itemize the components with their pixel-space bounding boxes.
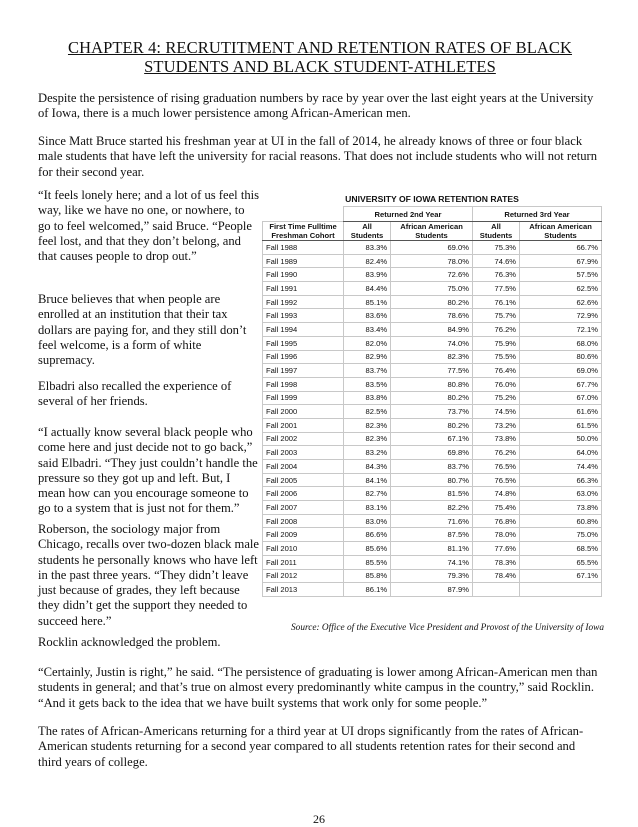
- table-row: [263, 542, 602, 556]
- rate-cell: 68.0%: [520, 336, 602, 350]
- rate-cell: 66.3%: [520, 473, 602, 487]
- elbadri-intro-paragraph: Elbadri also recalled the experience of several of her friends.: [38, 379, 232, 409]
- rate-cell: 60.8%: [520, 514, 602, 528]
- rate-cell: 67.1%: [391, 432, 473, 446]
- group-header-3rd-year: Returned 3rd Year: [472, 207, 601, 222]
- table-row: [263, 295, 602, 309]
- table-row: [263, 364, 602, 378]
- table-row: [263, 254, 602, 268]
- table-title: UNIVERSITY OF IOWA RETENTION RATES: [345, 194, 519, 204]
- cohort-cell: Fall 2008: [263, 514, 344, 528]
- rate-cell: 80.2%: [391, 391, 473, 405]
- table-row: [263, 473, 602, 487]
- rate-cell: 72.1%: [520, 323, 602, 337]
- table-row: [263, 323, 602, 337]
- rate-cell: 75.5%: [472, 350, 519, 364]
- rocklin-intro-paragraph: Rocklin acknowledged the problem.: [38, 635, 221, 649]
- rate-cell: 76.0%: [472, 377, 519, 391]
- rate-cell: 80.8%: [391, 377, 473, 391]
- rate-cell: 83.4%: [344, 323, 391, 337]
- rate-cell: 76.2%: [472, 446, 519, 460]
- chapter-title-line-1: CHAPTER 4: RECRUTITMENT AND RETENTION RATES OF BLACK: [67, 38, 573, 57]
- rate-cell: 82.4%: [344, 254, 391, 268]
- rate-cell: 74.0%: [391, 336, 473, 350]
- table-body: [263, 241, 602, 597]
- rate-cell: 83.7%: [391, 460, 473, 474]
- rate-cell: 61.5%: [520, 418, 602, 432]
- rate-cell: 75.3%: [472, 241, 519, 255]
- rate-cell: 83.5%: [344, 377, 391, 391]
- cohort-cell: Fall 1994: [263, 323, 344, 337]
- rate-cell: 74.5%: [472, 405, 519, 419]
- rate-cell: 62.5%: [520, 282, 602, 296]
- rate-cell: 85.8%: [344, 569, 391, 583]
- rate-cell: 80.6%: [520, 350, 602, 364]
- rate-cell: 63.0%: [520, 487, 602, 501]
- rate-cell: 82.5%: [344, 405, 391, 419]
- cohort-cell: Fall 1989: [263, 254, 344, 268]
- cohort-cell: Fall 2005: [263, 473, 344, 487]
- rate-cell: 81.5%: [391, 487, 473, 501]
- column-header-aa-3rd: African American Students: [520, 222, 602, 241]
- rate-cell: 67.0%: [520, 391, 602, 405]
- elbadri-quote-paragraph: “I actually know several black people who come here and just decide not to go back,” said Elbadri. “They just couldn’t handle the pressure so they got up and left. But, I mean how can you encourage someone to go to a system that is just not for them.”: [38, 425, 258, 516]
- table-row: [263, 501, 602, 515]
- rate-cell: 75.4%: [472, 501, 519, 515]
- rate-cell: 82.7%: [344, 487, 391, 501]
- table-corner: [263, 207, 344, 222]
- retention-rates-table: [262, 206, 602, 597]
- table-row: [263, 309, 602, 323]
- cohort-cell: Fall 1998: [263, 377, 344, 391]
- chapter-title-line-2: STUDENTS AND BLACK STUDENT-ATHLETES: [144, 57, 496, 76]
- table-row: [263, 282, 602, 296]
- column-header-cohort: First Time Fulltime Freshman Cohort: [263, 222, 344, 241]
- rate-cell: 80.7%: [391, 473, 473, 487]
- rate-cell: 77.5%: [472, 282, 519, 296]
- rate-cell: 76.2%: [472, 323, 519, 337]
- rate-cell: 75.2%: [472, 391, 519, 405]
- retention-table-figure: [262, 194, 602, 610]
- rate-cell: 76.4%: [472, 364, 519, 378]
- cohort-cell: Fall 2004: [263, 460, 344, 474]
- rate-cell: 83.2%: [344, 446, 391, 460]
- rate-cell: 72.6%: [391, 268, 473, 282]
- table-row: [263, 405, 602, 419]
- table-row: [263, 432, 602, 446]
- rate-cell: 75.7%: [472, 309, 519, 323]
- table-row: [263, 487, 602, 501]
- rate-cell: 67.7%: [520, 377, 602, 391]
- table-row: [263, 528, 602, 542]
- table-row: [263, 391, 602, 405]
- rate-cell: 76.3%: [472, 268, 519, 282]
- rate-cell: 64.0%: [520, 446, 602, 460]
- rate-cell: 85.5%: [344, 555, 391, 569]
- rate-cell: 74.6%: [472, 254, 519, 268]
- rate-cell: 69.8%: [391, 446, 473, 460]
- rate-cell: 83.0%: [344, 514, 391, 528]
- cohort-cell: Fall 1996: [263, 350, 344, 364]
- rate-cell: 73.2%: [472, 418, 519, 432]
- cohort-cell: Fall 2006: [263, 487, 344, 501]
- cohort-cell: Fall 1999: [263, 391, 344, 405]
- cohort-cell: Fall 2011: [263, 555, 344, 569]
- chapter-title: [40, 38, 600, 76]
- cohort-cell: Fall 1993: [263, 309, 344, 323]
- cohort-cell: Fall 2001: [263, 418, 344, 432]
- rate-cell: 67.9%: [520, 254, 602, 268]
- rate-cell: 76.1%: [472, 295, 519, 309]
- rate-cell: 84.3%: [344, 460, 391, 474]
- cohort-cell: Fall 1988: [263, 241, 344, 255]
- rate-cell: 83.1%: [344, 501, 391, 515]
- rate-cell: 80.2%: [391, 295, 473, 309]
- table-row: [263, 583, 602, 597]
- rate-cell: 79.3%: [391, 569, 473, 583]
- rate-cell: 76.5%: [472, 460, 519, 474]
- rate-cell: 82.3%: [344, 432, 391, 446]
- rate-cell: 76.5%: [472, 473, 519, 487]
- rate-cell: 75.9%: [472, 336, 519, 350]
- cohort-cell: Fall 1990: [263, 268, 344, 282]
- rate-cell: 78.3%: [472, 555, 519, 569]
- rate-cell: 74.4%: [520, 460, 602, 474]
- rate-cell: 80.2%: [391, 418, 473, 432]
- table-row: [263, 336, 602, 350]
- rate-cell: 83.6%: [344, 309, 391, 323]
- rate-cell: 69.0%: [520, 364, 602, 378]
- rate-cell: 57.5%: [520, 268, 602, 282]
- cohort-cell: Fall 2012: [263, 569, 344, 583]
- rate-cell: 76.8%: [472, 514, 519, 528]
- rate-cell: 84.1%: [344, 473, 391, 487]
- cohort-cell: Fall 1991: [263, 282, 344, 296]
- rate-cell: [520, 583, 602, 597]
- rate-cell: 82.0%: [344, 336, 391, 350]
- closing-paragraph: The rates of African-Americans returning for a third year at UI drops significantly from the rates of African-American students returning for a second year compared to all students retention rates for their second and third years of college.: [38, 724, 584, 769]
- table-row: [263, 555, 602, 569]
- table-row: [263, 418, 602, 432]
- cohort-cell: Fall 1995: [263, 336, 344, 350]
- group-header-2nd-year: Returned 2nd Year: [344, 207, 473, 222]
- rate-cell: 78.0%: [391, 254, 473, 268]
- rate-cell: 81.1%: [391, 542, 473, 556]
- cohort-cell: Fall 2007: [263, 501, 344, 515]
- rate-cell: 75.0%: [391, 282, 473, 296]
- rate-cell: [472, 583, 519, 597]
- rate-cell: 83.3%: [344, 241, 391, 255]
- table-row: [263, 350, 602, 364]
- table-row: [263, 460, 602, 474]
- rate-cell: 71.6%: [391, 514, 473, 528]
- cohort-cell: Fall 2003: [263, 446, 344, 460]
- table-row: [263, 569, 602, 583]
- rate-cell: 87.9%: [391, 583, 473, 597]
- table-row: [263, 377, 602, 391]
- rate-cell: 68.5%: [520, 542, 602, 556]
- rate-cell: 83.9%: [344, 268, 391, 282]
- rate-cell: 86.6%: [344, 528, 391, 542]
- intro-paragraph-1: Despite the persistence of rising graduation numbers by race by year over the last eight years at the University of Iowa, there is a much lower persistence among African-American men.: [38, 91, 594, 121]
- table-row: [263, 268, 602, 282]
- rate-cell: 73.7%: [391, 405, 473, 419]
- rate-cell: 82.2%: [391, 501, 473, 515]
- cohort-cell: Fall 2000: [263, 405, 344, 419]
- rate-cell: 74.1%: [391, 555, 473, 569]
- rate-cell: 66.7%: [520, 241, 602, 255]
- cohort-cell: Fall 2002: [263, 432, 344, 446]
- intro-paragraph-2: Since Matt Bruce started his freshman year at UI in the fall of 2014, he already knows of three or four black male students that have left the university for racial reasons. That does not include students who will not return for their second year.: [38, 134, 598, 179]
- cohort-cell: Fall 2009: [263, 528, 344, 542]
- rate-cell: 77.6%: [472, 542, 519, 556]
- rate-cell: 82.3%: [344, 418, 391, 432]
- rate-cell: 83.7%: [344, 364, 391, 378]
- rate-cell: 65.5%: [520, 555, 602, 569]
- rate-cell: 78.6%: [391, 309, 473, 323]
- rate-cell: 82.9%: [344, 350, 391, 364]
- rate-cell: 67.1%: [520, 569, 602, 583]
- table-row: [263, 446, 602, 460]
- rate-cell: 50.0%: [520, 432, 602, 446]
- rate-cell: 78.4%: [472, 569, 519, 583]
- rate-cell: 75.0%: [520, 528, 602, 542]
- rate-cell: 73.8%: [472, 432, 519, 446]
- column-header-all-3rd: All Students: [472, 222, 519, 241]
- cohort-cell: Fall 1992: [263, 295, 344, 309]
- rate-cell: 77.5%: [391, 364, 473, 378]
- cohort-cell: Fall 2013: [263, 583, 344, 597]
- rate-cell: 72.9%: [520, 309, 602, 323]
- rate-cell: 85.1%: [344, 295, 391, 309]
- rocklin-quote-paragraph: “Certainly, Justin is right,” he said. “The persistence of graduating is lower among African-American men than students in general; and that’s true on almost every predominantly white campus in the country,” said Rocklin. “And it gets back to the idea that we have built systems that work only for some people.”: [38, 665, 598, 710]
- rate-cell: 82.3%: [391, 350, 473, 364]
- rate-cell: 83.8%: [344, 391, 391, 405]
- rate-cell: 78.0%: [472, 528, 519, 542]
- rate-cell: 74.8%: [472, 487, 519, 501]
- bruce-belief-paragraph: Bruce believes that when people are enrolled at an institution that their tax dollars are paying for, and they still don’t feel welcome, is a form of white supremacy.: [38, 292, 247, 368]
- bruce-quote-paragraph: “It feels lonely here; and a lot of us feel this way, like we have no one, or nowhere, to go to feel welcomed,” said Bruce. “People feel lost, and that they don’t belong, and that causes people to drop out.”: [38, 188, 260, 264]
- table-row: [263, 514, 602, 528]
- roberson-paragraph: Roberson, the sociology major from Chicago, recalls over two-dozen black male students he personally knows who have left in the past three years. “They didn’t leave just because of grades, they left because they didn’t get the support they needed to succeed here.”: [38, 522, 259, 628]
- table-row: [263, 241, 602, 255]
- rate-cell: 69.0%: [391, 241, 473, 255]
- rate-cell: 84.4%: [344, 282, 391, 296]
- rate-cell: 85.6%: [344, 542, 391, 556]
- rate-cell: 84.9%: [391, 323, 473, 337]
- page-number: 26: [313, 812, 325, 826]
- rate-cell: 86.1%: [344, 583, 391, 597]
- cohort-cell: Fall 2010: [263, 542, 344, 556]
- rate-cell: 61.6%: [520, 405, 602, 419]
- column-header-aa-2nd: African American Students: [391, 222, 473, 241]
- cohort-cell: Fall 1997: [263, 364, 344, 378]
- table-source-caption: Source: Office of the Executive Vice President and Provost of the University of Iowa: [291, 623, 604, 633]
- column-header-all-2nd: All Students: [344, 222, 391, 241]
- rate-cell: 62.6%: [520, 295, 602, 309]
- rate-cell: 73.8%: [520, 501, 602, 515]
- rate-cell: 87.5%: [391, 528, 473, 542]
